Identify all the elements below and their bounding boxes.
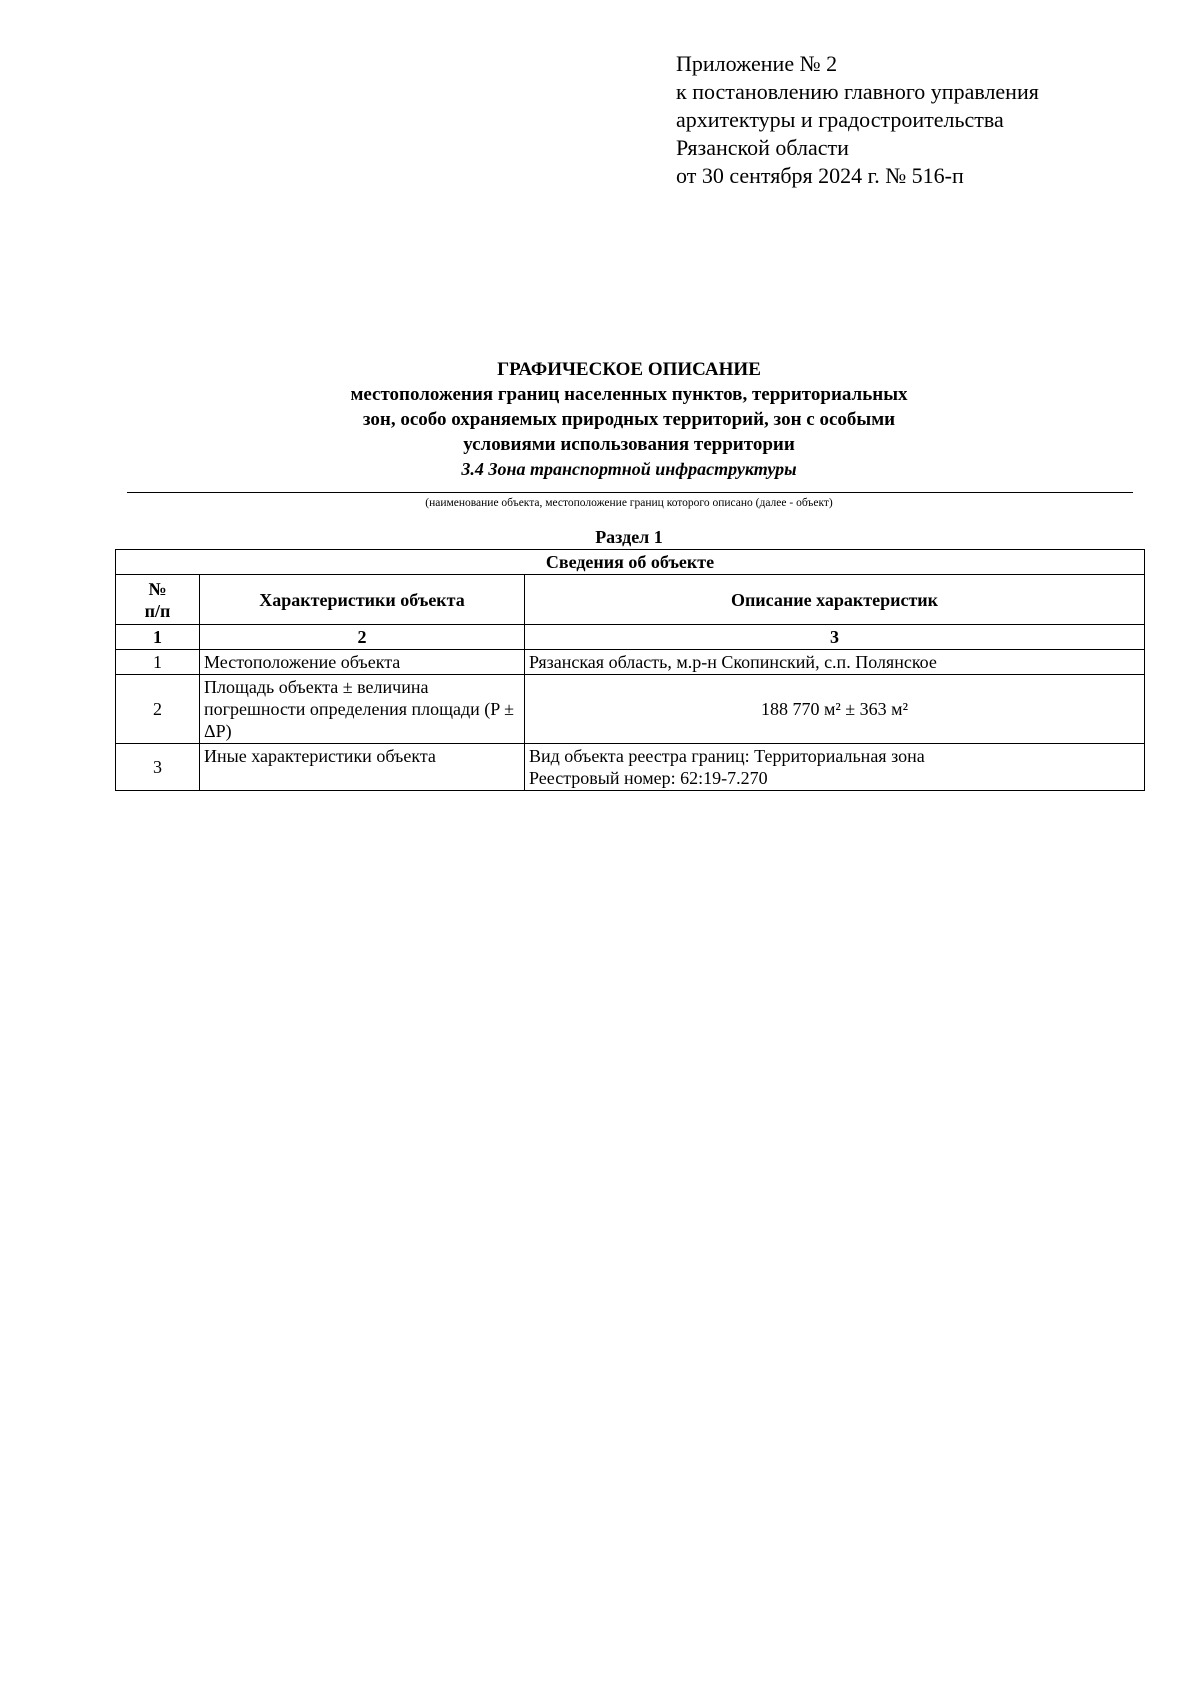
table-title-row xyxy=(116,550,1145,575)
row-description: Рязанская область, м.р-н Скопинский, с.п. Полянское xyxy=(525,650,1145,675)
section-title: Раздел 1 xyxy=(595,527,663,547)
object-name-caption: (наименование объекта, местоположение границ которого описано (далее - объект) xyxy=(425,497,833,509)
column-number-row xyxy=(116,625,1145,650)
row-characteristic: Площадь объекта ± величина погрешности определения площади (P ± ΔP) xyxy=(200,675,525,744)
object-info-table xyxy=(115,549,1145,791)
title-line: условиями использования территории xyxy=(463,434,795,455)
row-number: 2 xyxy=(116,675,200,744)
row-description: 188 770 м² ± 363 м² xyxy=(525,675,1145,744)
table-row xyxy=(116,675,1145,744)
table-row xyxy=(116,650,1145,675)
title-underline xyxy=(127,492,1133,493)
column-number: 3 xyxy=(525,625,1145,650)
appendix-line: от 30 сентября 2024 г. № 516-п xyxy=(676,163,964,188)
appendix-line: к постановлению главного управления xyxy=(676,79,1039,104)
appendix-line: Рязанской области xyxy=(676,135,849,160)
title-line: зон, особо охраняемых природных территорий, зон с особыми xyxy=(362,409,896,430)
row-number: 3 xyxy=(116,744,200,791)
row-number: 1 xyxy=(116,650,200,675)
column-number: 2 xyxy=(200,625,525,650)
row-characteristic: Местоположение объекта xyxy=(200,650,525,675)
appendix-header xyxy=(676,50,1039,190)
column-number: 1 xyxy=(116,625,200,650)
document-heading: ГРАФИЧЕСКОЕ ОПИСАНИЕ xyxy=(497,359,761,380)
row-characteristic: Иные характеристики объекта xyxy=(200,744,525,791)
appendix-line: Приложение № 2 xyxy=(676,51,838,76)
object-name: 3.4 Зона транспортной инфраструктуры xyxy=(461,459,797,479)
document-title-block xyxy=(125,357,1133,481)
header-description: Описание характеристик xyxy=(525,575,1145,625)
appendix-line: архитектуры и градостроительства xyxy=(676,107,1004,132)
header-characteristic: Характеристики объекта xyxy=(200,575,525,625)
header-number: № п/п xyxy=(116,575,200,625)
title-line: местоположения границ населенных пунктов, территориальных xyxy=(350,384,908,405)
table-row xyxy=(116,744,1145,791)
row-description: Вид объекта реестра границ: Территориальная зона Реестровый номер: 62:19-7.270 xyxy=(525,744,1145,791)
table-header-row xyxy=(116,575,1145,625)
table-title: Сведения об объекте xyxy=(116,550,1145,575)
